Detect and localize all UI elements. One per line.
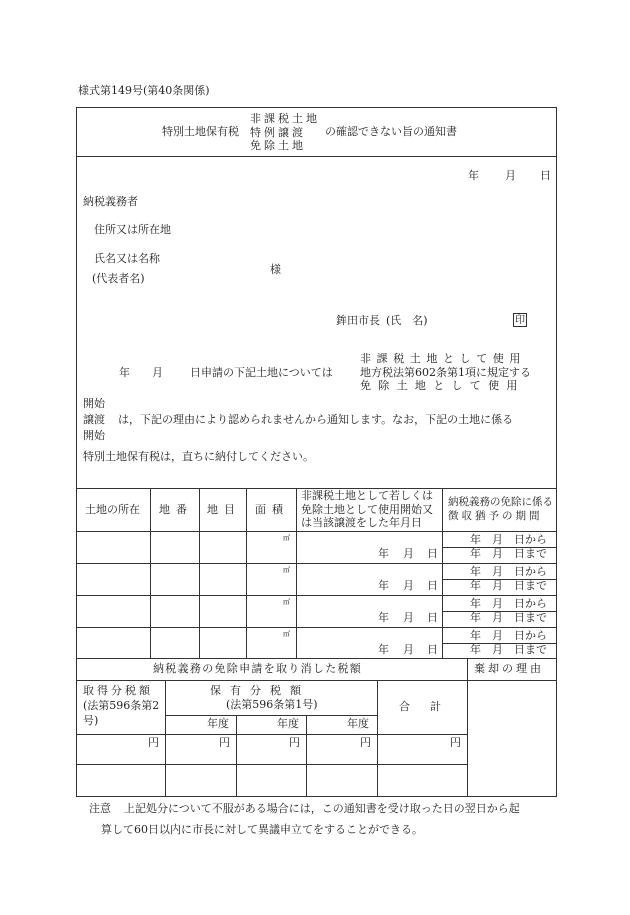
rejection-reason-header: 棄却の理由 bbox=[474, 662, 544, 675]
body-word-transfer: 譲渡 bbox=[83, 413, 105, 426]
grace-to-month: 月 bbox=[492, 547, 503, 560]
body-option-law: 地方税法第602条第1項に規定する bbox=[360, 366, 531, 379]
date-month: 月 bbox=[505, 169, 516, 182]
grace-from-month: 月 bbox=[492, 629, 503, 642]
body-option-nontaxable: 非課税土地として使用 bbox=[360, 352, 526, 365]
grace-row-divider bbox=[442, 547, 557, 548]
yen-total: 円 bbox=[450, 736, 461, 749]
body-intro: 日申請の下記土地については bbox=[190, 366, 333, 379]
issuer-name: (氏 名) bbox=[386, 314, 428, 327]
title-divider bbox=[76, 156, 557, 157]
grace-to-month: 月 bbox=[492, 611, 503, 624]
table1-row-line-2 bbox=[76, 595, 557, 596]
fiscal-year-1: 年度 bbox=[207, 717, 229, 730]
issuer-title: 鉾田市長 bbox=[336, 314, 380, 327]
table1-col-line-5 bbox=[442, 488, 443, 658]
grace-from-day: 日から bbox=[514, 597, 547, 610]
grace-from-day: 日から bbox=[514, 629, 547, 642]
start-month: 月 bbox=[403, 611, 414, 624]
title-prefix: 特別土地保有税 bbox=[162, 125, 239, 138]
start-day: 日 bbox=[427, 547, 438, 560]
table2-header-line bbox=[76, 680, 557, 681]
body-line-2: は，下記の理由により認められませんから通知します。なお，下記の土地に係る bbox=[118, 413, 514, 426]
grace-from-year: 年 bbox=[470, 597, 481, 610]
grace-from-year: 年 bbox=[470, 565, 481, 578]
grace-to-month: 月 bbox=[492, 579, 503, 592]
yen-held-3: 円 bbox=[360, 736, 371, 749]
grace-from-year: 年 bbox=[470, 533, 481, 546]
grace-to-day: 日まで bbox=[514, 611, 547, 624]
grace-to-year: 年 bbox=[470, 643, 481, 656]
note-line-1: 上記処分について不服がある場合には，この通知書を受け取った日の翌日から起 bbox=[124, 802, 520, 815]
grace-from-month: 月 bbox=[492, 597, 503, 610]
header-start-date-3: は当該譲渡をした年月日 bbox=[301, 516, 422, 529]
header-location: 土地の所在 bbox=[85, 503, 140, 516]
table2-amount-top bbox=[76, 734, 467, 735]
taxpayer-label: 納税義務者 bbox=[83, 195, 138, 208]
grace-to-day: 日まで bbox=[514, 643, 547, 656]
body-line-3: 特別土地保有税は，直ちに納付してください。 bbox=[83, 450, 314, 463]
table1-col-line-2 bbox=[199, 488, 200, 658]
grace-from-day: 日から bbox=[514, 565, 547, 578]
start-month: 月 bbox=[403, 643, 414, 656]
table2-reason-divider bbox=[467, 658, 468, 797]
header-lot-number: 地番 bbox=[159, 503, 193, 516]
start-month: 月 bbox=[403, 547, 414, 560]
table1-col-line-1 bbox=[150, 488, 151, 658]
grace-from-month: 月 bbox=[492, 533, 503, 546]
title-suffix: の確認できない旨の通知書 bbox=[325, 125, 457, 138]
table2-col-line-1 bbox=[165, 680, 166, 797]
body-month: 月 bbox=[152, 366, 163, 379]
title-option-nontaxable: 非課税土地 bbox=[250, 112, 320, 125]
start-day: 日 bbox=[427, 611, 438, 624]
body-word-start: 開始 bbox=[83, 397, 105, 410]
grace-from-month: 月 bbox=[492, 565, 503, 578]
fiscal-year-2: 年度 bbox=[277, 717, 299, 730]
title-option-exempt: 免除土地 bbox=[250, 139, 306, 152]
header-area: 面積 bbox=[255, 503, 289, 516]
header-grace-2: 徴収猶予の期間 bbox=[448, 510, 543, 522]
title-option-special-transfer: 特例譲渡 bbox=[250, 126, 306, 139]
grace-to-day: 日まで bbox=[514, 547, 547, 560]
grace-to-day: 日まで bbox=[514, 579, 547, 592]
total-label: 合計 bbox=[399, 700, 461, 713]
grace-row-divider bbox=[442, 611, 557, 612]
start-day: 日 bbox=[427, 643, 438, 656]
table1-header-bottom bbox=[76, 531, 557, 532]
table2-fy-line bbox=[165, 715, 377, 716]
yen-acquired: 円 bbox=[148, 736, 159, 749]
yen-held-1: 円 bbox=[219, 736, 230, 749]
area-unit: ㎡ bbox=[283, 534, 290, 542]
grace-to-year: 年 bbox=[470, 611, 481, 624]
grace-row-divider bbox=[442, 643, 557, 644]
table2-col-line-3 bbox=[306, 715, 307, 797]
area-unit: ㎡ bbox=[283, 630, 290, 638]
table2-col-line-2 bbox=[236, 715, 237, 797]
header-start-date-2: 免除土地として使用開始又 bbox=[301, 503, 433, 516]
header-land-category: 地目 bbox=[207, 503, 241, 516]
held-tax-label-2: (法第596条第1号) bbox=[226, 698, 318, 711]
acquired-tax-label-2: (法第596条第2 bbox=[83, 699, 160, 712]
start-year: 年 bbox=[378, 643, 389, 656]
table1-row-line-1 bbox=[76, 563, 557, 564]
held-tax-label-1: 保有分税額 bbox=[210, 684, 310, 697]
body-option-exempt: 免除土地として使用 bbox=[360, 379, 525, 392]
cancelled-tax-header: 納税義務の免除申請を取り消した税額 bbox=[153, 662, 363, 675]
yen-held-2: 円 bbox=[289, 736, 300, 749]
start-year: 年 bbox=[378, 611, 389, 624]
fiscal-year-3: 年度 bbox=[347, 717, 369, 730]
representative-label: (代表者名) bbox=[92, 272, 145, 285]
table2-amount-mid bbox=[76, 764, 467, 765]
date-year: 年 bbox=[468, 169, 479, 182]
body-word-start-2: 開始 bbox=[83, 429, 105, 442]
start-month: 月 bbox=[403, 579, 414, 592]
table1-col-line-4 bbox=[296, 488, 297, 658]
note-label: 注意 bbox=[89, 802, 111, 815]
grace-to-year: 年 bbox=[470, 547, 481, 560]
area-unit: ㎡ bbox=[283, 566, 290, 574]
grace-to-year: 年 bbox=[470, 579, 481, 592]
area-unit: ㎡ bbox=[283, 598, 290, 606]
table1-row-line-3 bbox=[76, 627, 557, 628]
acquired-tax-label-3: 号) bbox=[83, 714, 99, 727]
start-year: 年 bbox=[378, 579, 389, 592]
name-label: 氏名又は名称 bbox=[94, 252, 160, 265]
seal-mark: 印 bbox=[515, 315, 525, 326]
note-line-2: 算して60日以内に市長に対して異議申立てをすることができる。 bbox=[101, 823, 423, 836]
honorific: 様 bbox=[270, 263, 281, 276]
table1-bottom bbox=[76, 658, 557, 659]
header-grace-1: 納税義務の免除に係る bbox=[448, 496, 553, 508]
grace-row-divider bbox=[442, 579, 557, 580]
table2-col-line-4 bbox=[377, 680, 378, 797]
form-number: 様式第149号(第40条関係) bbox=[78, 84, 210, 97]
header-start-date-1: 非課税土地として若しくは bbox=[301, 489, 433, 502]
start-year: 年 bbox=[378, 547, 389, 560]
body-year: 年 bbox=[119, 366, 130, 379]
grace-to-month: 月 bbox=[492, 643, 503, 656]
acquired-tax-label-1: 取得分税額 bbox=[83, 684, 153, 697]
grace-from-year: 年 bbox=[470, 629, 481, 642]
table1-col-line-3 bbox=[246, 488, 247, 658]
date-day: 日 bbox=[540, 169, 551, 182]
start-day: 日 bbox=[427, 579, 438, 592]
grace-from-day: 日から bbox=[514, 533, 547, 546]
address-label: 住所又は所在地 bbox=[94, 223, 171, 236]
